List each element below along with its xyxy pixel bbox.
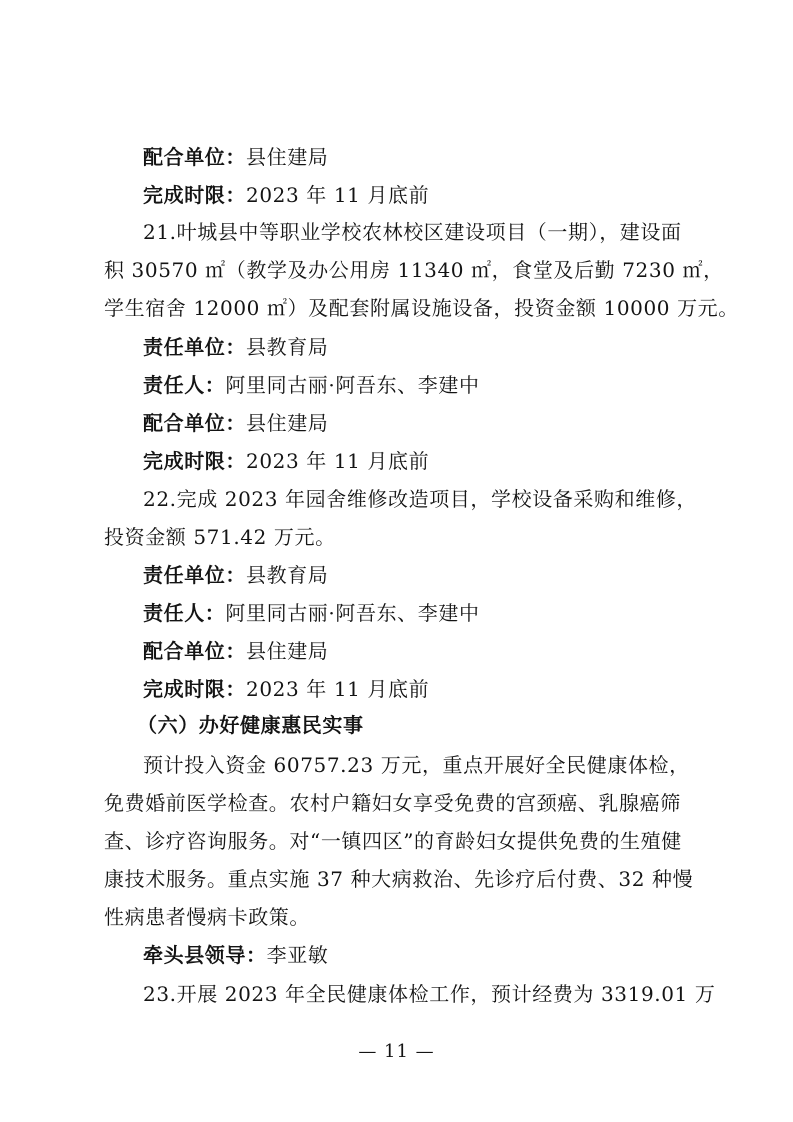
responsible-unit-line [143,561,730,589]
responsible-person-value: 阿里同古丽·阿吾东、李建中 [225,373,480,397]
responsible-unit-label: 责任单位： [143,563,246,587]
page-number: — 11 — [358,1041,435,1062]
paragraph-line: 21.叶城县中等职业学校农林校区建设项目（一期），建设面 [143,220,682,244]
coop-unit-value: 县住建局 [246,145,329,169]
coop-unit-line [143,637,730,665]
responsible-person-line [143,599,730,627]
lead-leader-label: 牵头县领导： [143,943,267,967]
deadline-line [143,675,730,703]
responsible-unit-label: 责任单位： [143,335,246,359]
paragraph-line: 查、诊疗咨询服务。对“一镇四区”的育龄妇女提供免费的生殖健 [104,829,682,853]
deadline-value: 2023 年 11 月底前 [246,183,430,207]
responsible-unit-line [143,333,730,361]
coop-unit-label: 配合单位： [143,145,246,169]
paragraph-line: 23.开展 2023 年全民健康体检工作，预计经费为 3319.01 万 [143,982,716,1006]
paragraph-line: 投资金额 571.42 万元。 [104,525,336,549]
lead-leader-value: 李亚敏 [266,943,329,967]
coop-unit-label: 配合单位： [143,639,246,663]
lead-leader-line [143,941,730,969]
paragraph-line: 预计投入资金 60757.23 万元，重点开展好全民健康体检， [143,753,690,777]
deadline-value: 2023 年 11 月底前 [246,677,430,701]
paragraph-line: 性病患者慢病卡政策。 [104,905,310,929]
responsible-unit-value: 县教育局 [246,563,329,587]
responsible-person-value: 阿里同古丽·阿吾东、李建中 [225,601,480,625]
paragraph-line: 学生宿舍 12000 ㎡）及配套附属设施设备，投资金额 10000 万元。 [104,296,739,320]
coop-unit-line [143,143,730,171]
responsible-person-label: 责任人： [143,601,226,625]
coop-unit-value: 县住建局 [246,411,329,435]
responsible-person-line [143,371,730,399]
paragraph-line: 免费婚前医学检查。农村户籍妇女享受免费的宫颈癌、乳腺癌筛 [104,791,681,815]
deadline-line [143,447,730,475]
coop-unit-label: 配合单位： [143,411,246,435]
deadline-line [143,181,730,209]
deadline-value: 2023 年 11 月底前 [246,449,430,473]
paragraph-line: 22.完成 2023 年园舍维修改造项目，学校设备采购和维修， [143,487,698,511]
paragraph-line: 积 30570 ㎡（教学及办公用房 11340 ㎡，食堂及后勤 7230 ㎡， [104,258,724,282]
deadline-label: 完成时限： [143,449,246,473]
responsible-person-label: 责任人： [143,373,226,397]
deadline-label: 完成时限： [143,183,246,207]
paragraph-line: 康技术服务。重点实施 37 种大病救治、先诊疗后付费、32 种慢 [104,867,694,891]
responsible-unit-value: 县教育局 [246,335,329,359]
section-heading: （六）办好健康惠民实事 [137,713,364,737]
coop-unit-line [143,409,730,437]
coop-unit-value: 县住建局 [246,639,329,663]
deadline-label: 完成时限： [143,677,246,701]
